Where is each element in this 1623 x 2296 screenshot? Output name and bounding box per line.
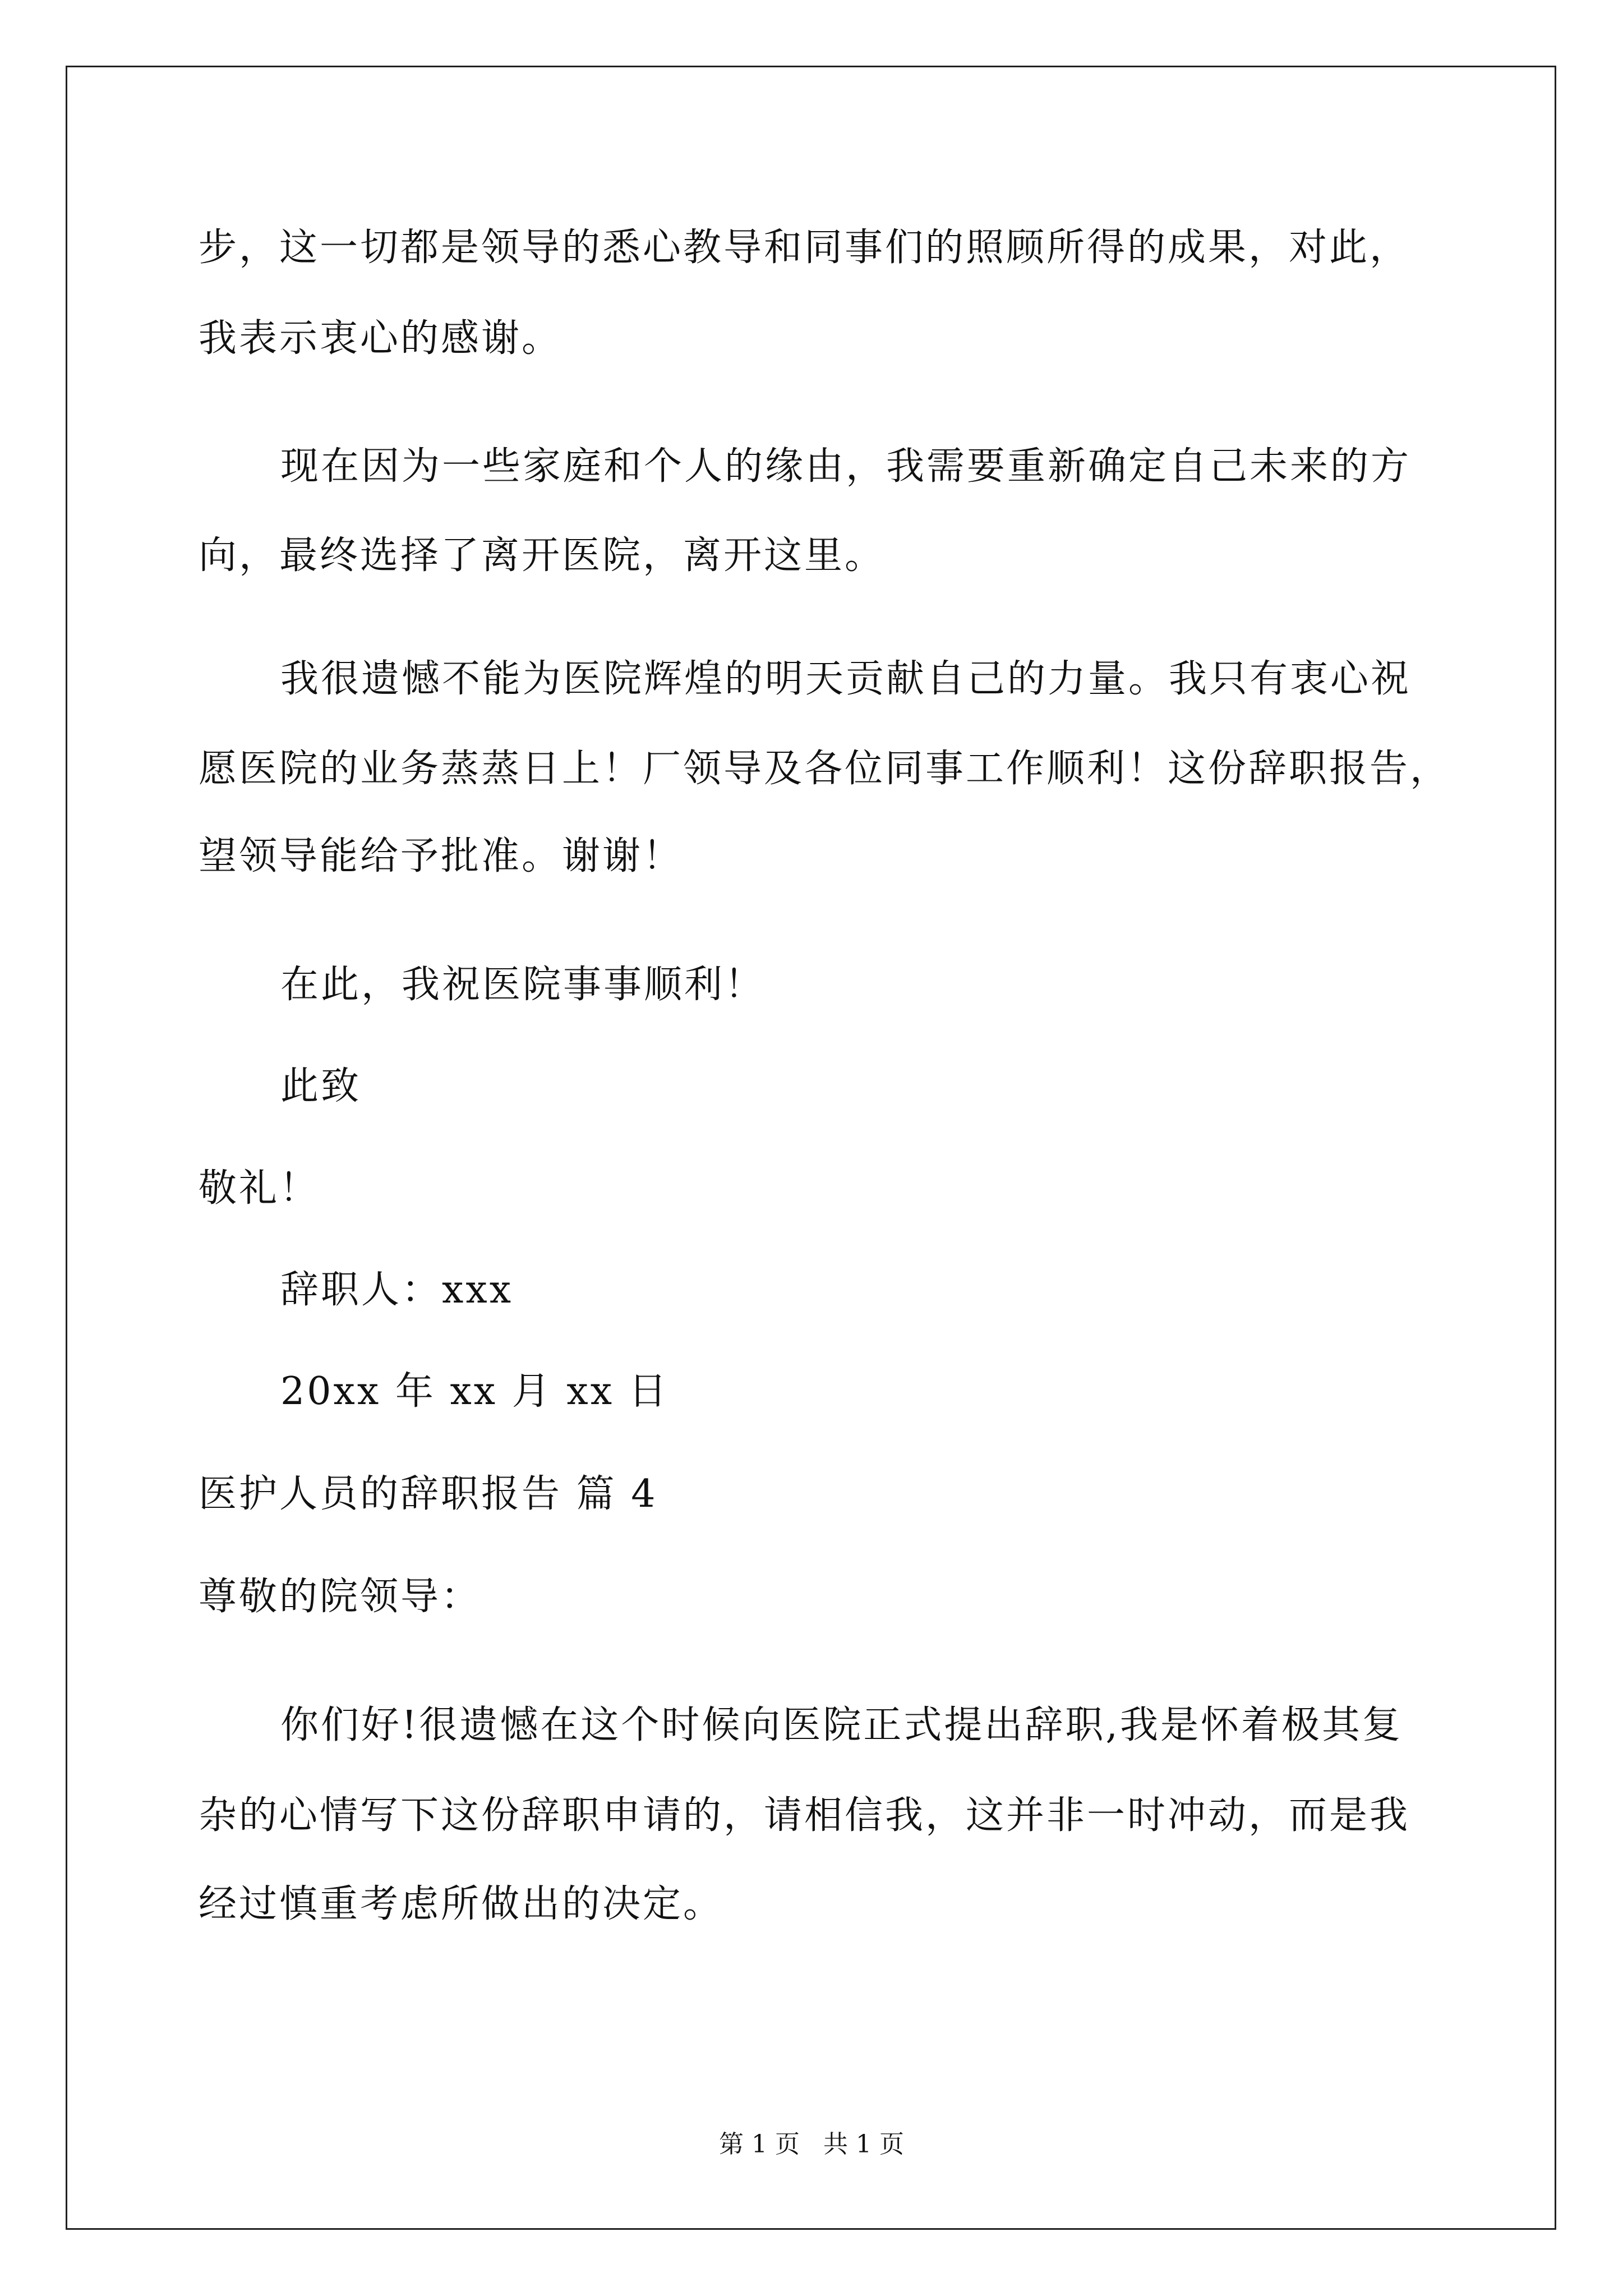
text-line-16: 杂的心情写下这份辞职申请的，请相信我，这并非一时冲动，而是我 [199, 1793, 1410, 1838]
text-line-1: 步，这一切都是领导的悉心教导和同事们的照顾所得的成果，对此， [199, 226, 1410, 270]
closing-phrase: 此致 [280, 1064, 362, 1108]
page-footer: 第 1 页 共 1 页 [719, 2130, 904, 2159]
text-line-3: 现在因为一些家庭和个人的缘由，我需要重新确定自己未来的方 [280, 444, 1412, 489]
text-line-15: 你们好!很遗憾在这个时候向医院正式提出辞职,我是怀着极其复 [280, 1703, 1403, 1747]
salutation: 敬礼！ [199, 1166, 320, 1211]
signature-date: 20xx 年 xx 月 xx 日 [280, 1369, 669, 1414]
text-line-7: 望领导能给予批准。谢谢！ [199, 834, 684, 878]
text-line-5: 我很遗憾不能为医院辉煌的明天贡献自己的力量。我只有衷心祝 [280, 657, 1412, 701]
recipient-greeting: 尊敬的院领导： [199, 1575, 482, 1619]
text-line-6: 愿医院的业务蒸蒸日上！厂领导及各位同事工作顺利！这份辞职报告， [199, 747, 1451, 791]
text-line-8: 在此，我祝医院事事顺利！ [280, 963, 766, 1007]
text-line-2: 我表示衷心的感谢。 [199, 316, 562, 361]
section-heading: 医护人员的辞职报告 篇 4 [199, 1472, 658, 1516]
signature-name: 辞职人：xxx [280, 1268, 514, 1312]
text-line-17: 经过慎重考虑所做出的决定。 [199, 1882, 724, 1926]
text-line-4: 向，最终选择了离开医院，离开这里。 [199, 533, 886, 578]
